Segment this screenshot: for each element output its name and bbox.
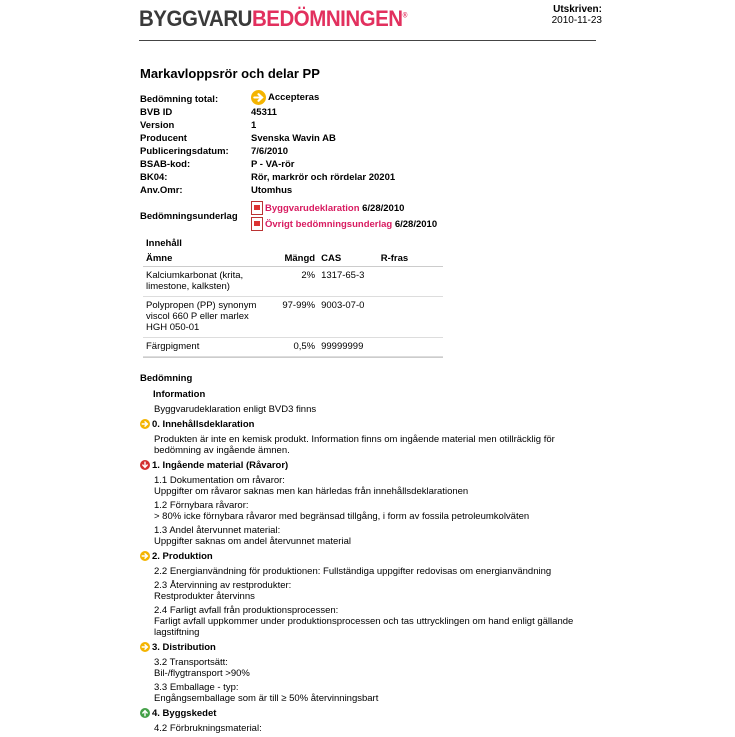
printed-label: Utskriven: (553, 4, 602, 15)
logo-reg: ® (402, 12, 407, 20)
section-title-text: 0. Innehållsdeklaration (152, 419, 255, 430)
pdf-icon (251, 217, 263, 231)
item-line: Bil-/flygtransport >90% (154, 668, 250, 679)
printed-date: 2010-11-23 (551, 15, 602, 26)
content-heading: Innehåll (146, 238, 182, 249)
meta-value-docs (251, 201, 437, 233)
item-line: Produkten är inte en kemisk produkt. Information finns om ingående material men otillräcklig för (154, 434, 555, 445)
doc-date: 6/28/2010 (359, 203, 405, 214)
item-line: 3.3 Emballage - typ: (154, 682, 239, 693)
item-line: Uppgifter om råvaror saknas men kan härledas från innehållsdeklarationen (154, 486, 469, 497)
cell-mangd: 0,5% (269, 338, 318, 357)
column-header: Mängd (269, 251, 318, 267)
meta-value: 45311 (251, 107, 277, 118)
cell-mangd: 97-99% (269, 297, 318, 338)
section-title (140, 550, 600, 564)
info-text: Byggvarudeklaration enligt BVD3 finns (154, 404, 317, 415)
info-heading: Information (153, 389, 206, 400)
meta-value: Utomhus (251, 185, 293, 196)
arrow-down-icon (140, 460, 150, 470)
cell-rfras (378, 297, 443, 338)
section-item (140, 566, 600, 577)
item-line: 1.1 Dokumentation om råvaror: (154, 475, 285, 486)
assessment-section (140, 641, 600, 704)
doc-name[interactable]: Byggvarudeklaration (265, 203, 360, 214)
item-line: 3.2 Transportsätt: (154, 657, 228, 668)
doc-date: 6/28/2010 (392, 219, 438, 230)
section-title (140, 707, 600, 721)
item-line: > 80% icke förnybara råvaror med begränsad tillgång, i form av fossila petroleumkolväten (154, 511, 530, 522)
doc-link[interactable] (251, 217, 437, 233)
meta-value: Svenska Wavin AB (251, 133, 336, 144)
table-row (143, 297, 443, 338)
page-title: Markavloppsrör och delar PP (140, 66, 320, 81)
arrow-right-icon (140, 642, 150, 652)
cell-rfras (378, 338, 443, 357)
arrow-right-icon (140, 551, 150, 561)
column-header: R-fras (378, 251, 443, 267)
item-line: Farligt avfall uppkommer under produktionsprocessen och tas uttrycklingen om hand enligt gällande (154, 616, 574, 627)
meta-key: Bedömning total: (140, 94, 219, 105)
meta-key: BSAB-kod: (140, 159, 191, 170)
arrow-right-icon (140, 419, 150, 429)
item-line: 1.3 Andel återvunnet material: (154, 525, 281, 536)
meta-key: Producent (140, 133, 187, 144)
cell-cas: 1317-65-3 (318, 267, 378, 297)
meta-key: BVB ID (140, 107, 173, 118)
printed-info (552, 4, 602, 26)
section-item (140, 525, 600, 547)
section-title-text: 1. Ingående material (Råvaror) (152, 460, 289, 471)
item-line: bedömning av ingående ämnen. (154, 445, 290, 456)
cell-rfras (378, 267, 443, 297)
cell-cas: 9003-07-0 (318, 297, 378, 338)
section-title (140, 459, 600, 473)
section-title-text: 4. Byggskedet (152, 708, 217, 719)
content-table (143, 238, 443, 358)
cell-amne: Färgpigment (143, 338, 269, 357)
assessment (140, 373, 600, 737)
cell-amne: Kalciumkarbonat (krita, limestone, kalksten) (143, 267, 269, 297)
section-item (140, 475, 600, 497)
section-title (140, 641, 600, 655)
section-item (140, 605, 600, 638)
doc-link[interactable] (251, 201, 437, 217)
cell-mangd: 2% (269, 267, 318, 297)
item-line: Engångsemballage som är till ≥ 50% återvinningsbart (154, 693, 379, 704)
item-line: Restprodukter återvinns (154, 591, 255, 602)
section-item (140, 500, 600, 522)
section-item (140, 434, 600, 456)
pdf-icon (251, 201, 263, 215)
assessment-section (140, 459, 600, 547)
item-line: 2.2 Energianvändning för produktionen: Fullständiga uppgifter redovisas om energianvändning (154, 566, 552, 577)
meta-value-text: Accepteras (268, 92, 320, 104)
logo-part1: BYGGVARU (139, 6, 252, 31)
meta-key: Version (140, 120, 175, 131)
arrow-right-icon (251, 90, 266, 105)
meta-key: BK04: (140, 172, 168, 183)
item-line: 4.2 Förbrukningsmaterial: (154, 723, 262, 734)
assessment-section (140, 418, 600, 456)
assessment-section (140, 707, 600, 734)
section-item (140, 682, 600, 704)
assessment-title: Bedömning (140, 373, 193, 384)
column-header: CAS (318, 251, 378, 267)
section-title-text: 3. Distribution (152, 642, 216, 653)
column-header: Ämne (143, 251, 269, 267)
meta-key: Bedömningsunderlag (140, 211, 238, 222)
item-line: Uppgifter saknas om andel återvunnet material (154, 536, 351, 547)
meta-value: 1 (251, 120, 257, 131)
logo (139, 6, 407, 32)
meta-value: Rör, markrör och rördelar 20201 (251, 172, 396, 183)
header-divider (139, 40, 596, 41)
meta-value: P - VA-rör (251, 159, 295, 170)
item-line: 2.4 Farligt avfall från produktionsprocessen: (154, 605, 339, 616)
meta-key: Publiceringsdatum: (140, 146, 229, 157)
item-line: 1.2 Förnybara råvaror: (154, 500, 249, 511)
section-title (140, 418, 600, 432)
section-item (140, 657, 600, 679)
section-item (140, 580, 600, 602)
logo-part2: BEDÖMNINGEN (251, 6, 403, 31)
section-title-text: 2. Produktion (152, 551, 213, 562)
meta-value (251, 90, 319, 105)
table-row (143, 267, 443, 297)
meta-value: 7/6/2010 (251, 146, 288, 157)
assessment-section (140, 550, 600, 638)
item-line: 2.3 Återvinning av restprodukter: (154, 580, 292, 591)
cell-cas: 99999999 (318, 338, 378, 357)
item-line: lagstiftning (154, 627, 200, 638)
table-row (143, 338, 443, 357)
section-item (140, 723, 600, 734)
meta-key: Anv.Omr: (140, 185, 183, 196)
cell-amne: Polypropen (PP) synonym viscol 660 P eller marlex HGH 050-01 (143, 297, 269, 338)
arrow-up-icon (140, 708, 150, 718)
doc-name[interactable]: Övrigt bedömningsunderlag (265, 219, 393, 230)
